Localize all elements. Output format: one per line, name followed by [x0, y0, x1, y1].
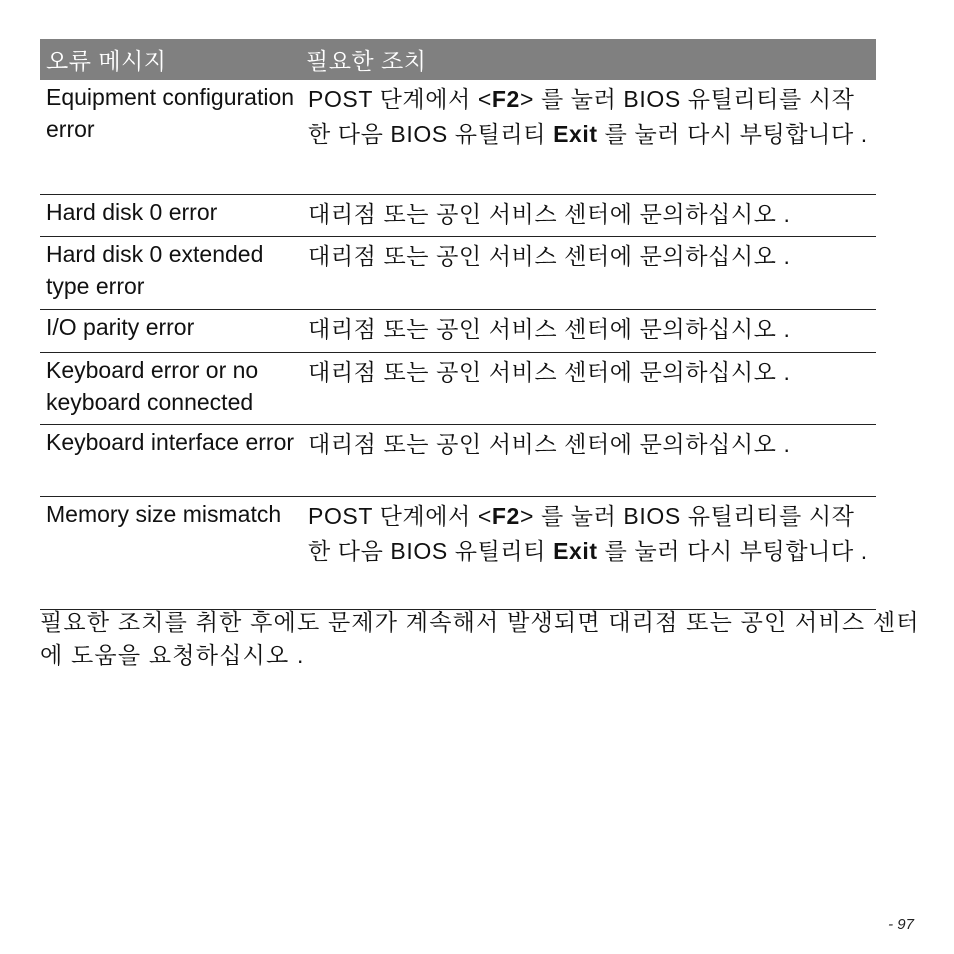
required-action-cell: 대리점 또는 공인 서비스 센터에 문의하십시오 .	[300, 310, 876, 353]
action-text: > 를 눌러 BIOS 유틸리티를 시작한 다음 BIOS 유틸리티	[308, 503, 855, 564]
required-action-cell	[300, 80, 876, 195]
required-action-cell: 대리점 또는 공인 서비스 센터에 문의하십시오 .	[300, 425, 876, 497]
error-message-table-container	[40, 39, 876, 610]
help-note-paragraph: 필요한 조치를 취한 후에도 문제가 계속해서 발생되면 대리점 또는 공인 서비스 센터에 도움을 요청하십시오 .	[40, 609, 920, 668]
table-row	[40, 310, 876, 353]
header-required-action: 필요한 조치	[300, 39, 876, 80]
error-message-cell: Hard disk 0 extended type error	[40, 237, 300, 310]
required-action-cell: 대리점 또는 공인 서비스 센터에 문의하십시오 .	[300, 237, 876, 310]
f2-key-label: F2	[491, 503, 520, 529]
table-header	[40, 39, 876, 80]
required-action-cell: 대리점 또는 공인 서비스 센터에 문의하십시오 .	[300, 195, 876, 237]
action-text: 를 눌러 다시 부팅합니다 .	[597, 121, 868, 147]
exit-label: Exit	[553, 121, 598, 147]
error-message-cell: I/O parity error	[40, 310, 300, 353]
error-message-cell: Keyboard interface error	[40, 425, 300, 497]
table-row	[40, 353, 876, 425]
table-row	[40, 195, 876, 237]
action-text: POST 단계에서 <	[308, 86, 492, 112]
error-message-table	[40, 39, 876, 610]
table-row	[40, 237, 876, 310]
exit-label: Exit	[553, 538, 598, 564]
error-message-cell: Keyboard error or no keyboard connected	[40, 353, 300, 425]
action-text: 를 눌러 다시 부팅합니다 .	[597, 538, 868, 564]
action-text: POST 단계에서 <	[308, 503, 492, 529]
table-row	[40, 425, 876, 497]
page-number: - 97	[888, 916, 914, 933]
error-message-cell: Equipment configuration error	[40, 80, 300, 195]
header-error-message: 오류 메시지	[40, 39, 300, 80]
table-row	[40, 80, 876, 195]
error-message-cell: Memory size mismatch	[40, 497, 300, 610]
required-action-cell: 대리점 또는 공인 서비스 센터에 문의하십시오 .	[300, 353, 876, 425]
error-message-cell: Hard disk 0 error	[40, 195, 300, 237]
action-text: > 를 눌러 BIOS 유틸리티를 시작한 다음 BIOS 유틸리티	[308, 86, 855, 147]
required-action-cell	[300, 497, 876, 610]
f2-key-label: F2	[491, 86, 520, 112]
table-row	[40, 497, 876, 610]
